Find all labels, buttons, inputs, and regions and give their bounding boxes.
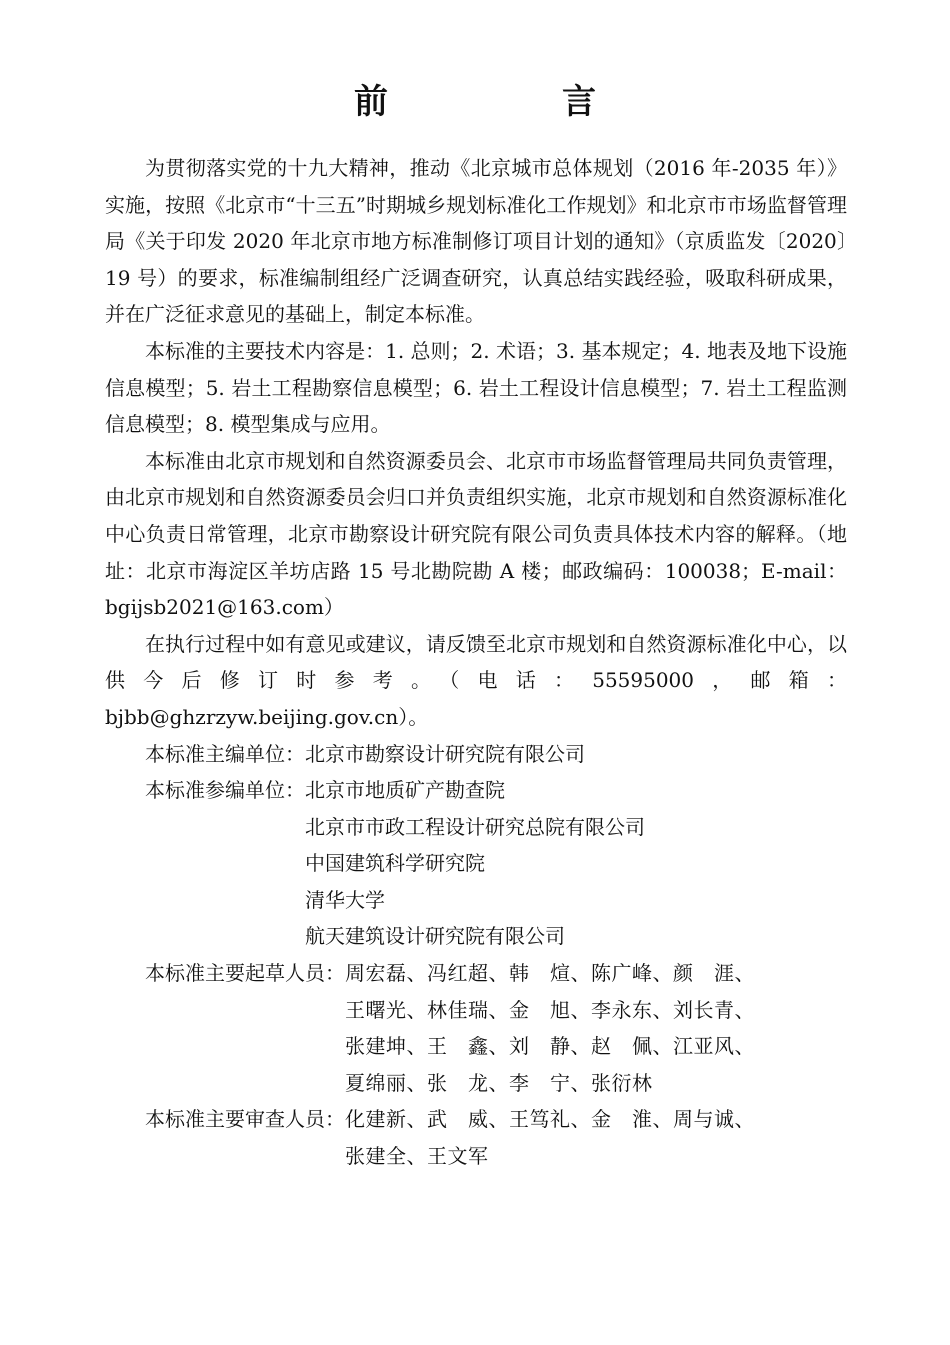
chief-unit-value: 北京市勘察设计研究院有限公司: [305, 741, 585, 766]
reviewers-line: 张建全、王文军: [345, 1144, 489, 1169]
paragraph-background: 为贯彻落实党的十九大精神，推动《北京城市总体规划（2016 年-2035 年）》实施，按照《北京市“十三五”时期城乡规划标准化工作规划》和北京市市场监督管理局《关于印发 2020 年北京市地方标准制修订项目计划的通知》（京质监发〔2020〕19 号）的要求，标准编制组经广泛调查研究，认真总结实践经验，吸取科研成果，并在广泛征求意见的基础上，制定本标准。: [105, 156, 847, 327]
reviewers-line: 化建新、武 威、王笃礼、金 淮、周与诚、: [345, 1107, 755, 1132]
drafters-line: 夏绵丽、张 龙、李 宁、张衍林: [345, 1070, 653, 1095]
reviewers-list: [345, 1101, 755, 1174]
paragraph-management: 本标准由北京市规划和自然资源委员会、北京市市场监督管理局共同负责管理，由北京市规划和自然资源委员会归口并负责组织实施，北京市规划和自然资源标准化中心负责日常管理，北京市勘察设计研究院有限公司负责具体技术内容的解释。（地址：北京市海淀区羊坊店路 15 号北勘院勘 A 楼；邮政编码：100038；E-mail：bgijsb2021@163.com）: [105, 448, 847, 620]
chief-unit-row: [105, 736, 847, 773]
reviewers-row: [105, 1101, 847, 1174]
drafters-row: [105, 955, 847, 1101]
drafters-line: 王曙光、林佳瑞、金 旭、李永东、刘长青、: [345, 997, 755, 1022]
drafters-line: 周宏磊、冯红超、韩 煊、陈广峰、颜 涯、: [345, 961, 755, 986]
drafters-list: [345, 955, 755, 1101]
reviewers-label: 本标准主要审查人员：: [145, 1107, 345, 1132]
paragraph-feedback: 在执行过程中如有意见或建议，请反馈至北京市规划和自然资源标准化中心，以供今后修订时参考。（电话：55595000，邮箱：bjbb@ghzrzyw.beijing.gov.cn）。: [105, 631, 847, 729]
participating-unit: 中国建筑科学研究院: [305, 851, 485, 876]
preface-body: [105, 150, 847, 1175]
paragraph-technical-contents: 本标准的主要技术内容是：1. 总则；2. 术语；3. 基本规定；4. 地表及地下设施信息模型；5. 岩土工程勘察信息模型；6. 岩土工程设计信息模型；7. 岩土工程监测信息模型；8. 模型集成与应用。: [105, 338, 847, 437]
participating-units-label: 本标准参编单位：: [145, 778, 305, 803]
participating-unit: 清华大学: [305, 887, 385, 912]
chief-unit-label: 本标准主编单位：: [145, 741, 305, 766]
participating-unit: 航天建筑设计研究院有限公司: [305, 924, 565, 949]
page-title: 前 言: [354, 82, 666, 122]
participating-units-list: [305, 772, 645, 955]
participating-unit: 北京市市政工程设计研究总院有限公司: [305, 814, 645, 839]
drafters-label: 本标准主要起草人员：: [145, 961, 345, 986]
drafters-line: 张建坤、王 鑫、刘 静、赵 佩、江亚风、: [345, 1034, 755, 1059]
participating-unit: 北京市地质矿产勘查院: [305, 778, 505, 803]
participating-units-row: [105, 772, 847, 955]
